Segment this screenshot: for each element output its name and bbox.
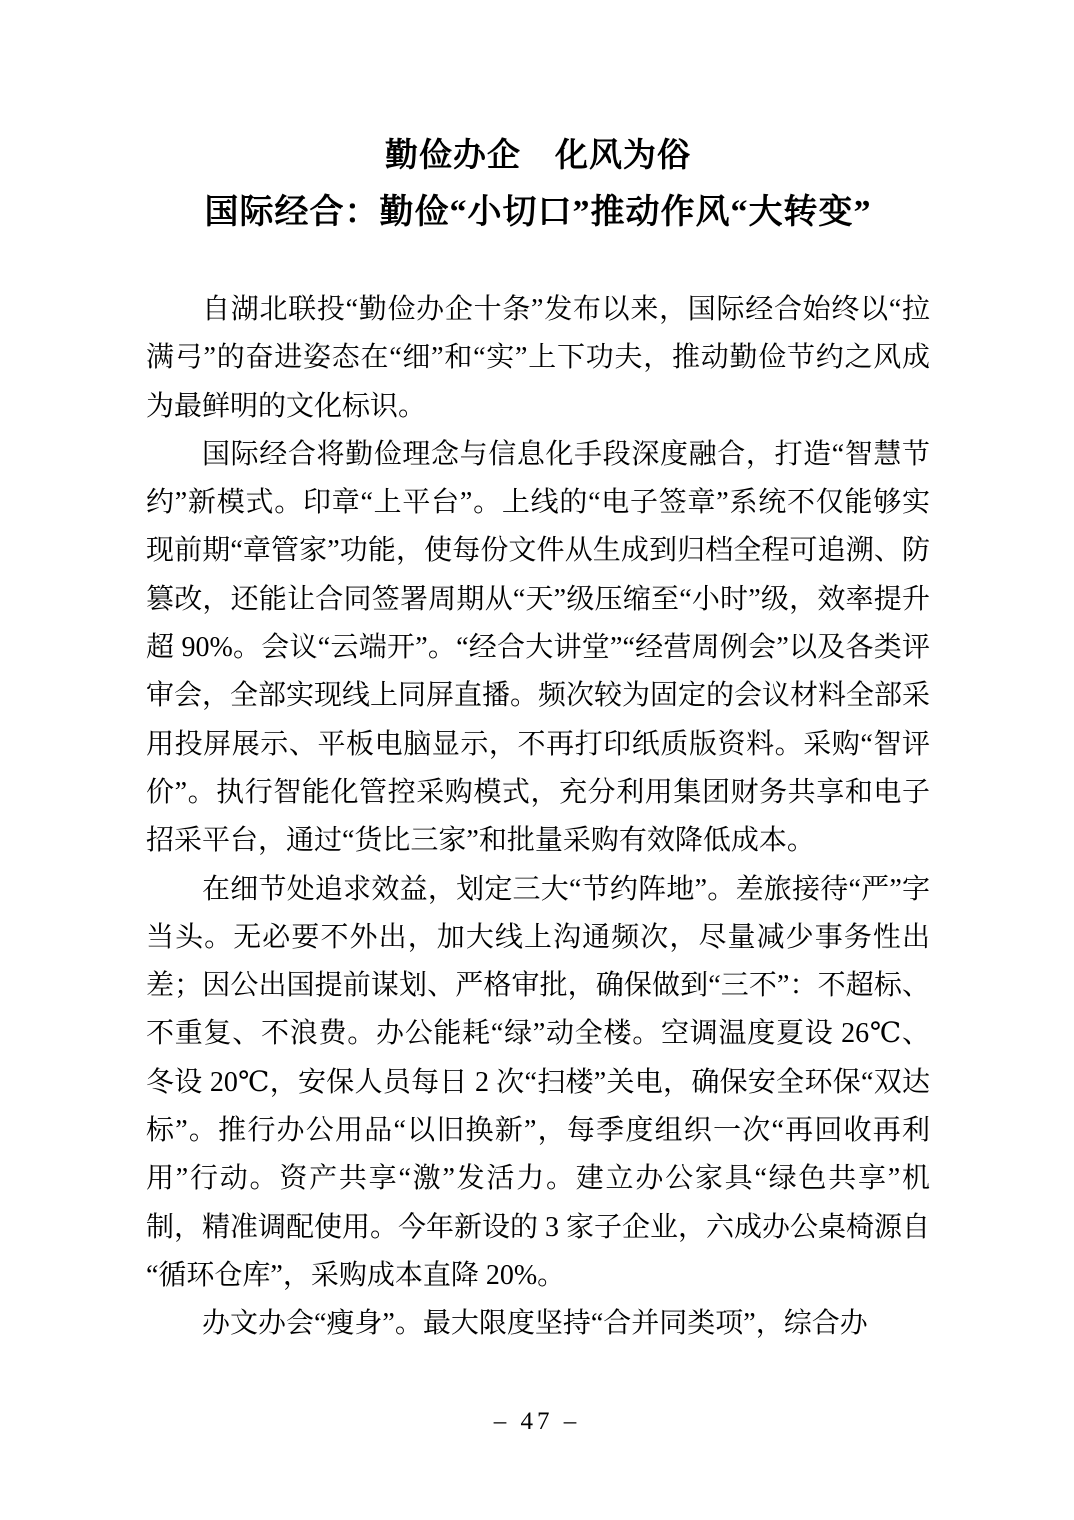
body-text xyxy=(146,286,930,1349)
page-title-line-2: 国际经合：勤俭“小切口”推动作风“大转变” xyxy=(204,194,872,231)
paragraph-3: 在细节处追求效益，划定三大“节约阵地”。差旅接待“严”字当头。无必要不外出，加大线上沟通频次，尽量减少事务性出差；因公出国提前谋划、严格审批，确保做到“三不”：不超标、不重复、不浪费。办公能耗“绿”动全楼。空调温度夏设 26℃、冬设 20℃，安保人员每日 2 次“扫楼”关电，确保安全环保“双达标”。推行办公用品“以旧换新”，每季度组织一次“再回收再利用”行动。资产共享“激”发活力。建立办公家具“绿色共享”机制，精准调配使用。今年新设的 3 家子企业，六成办公桌椅源自“循环仓库”，采购成本直降 20%。 xyxy=(146,873,931,1291)
paragraph-2: 国际经合将勤俭理念与信息化手段深度融合，打造“智慧节约”新模式。印章“上平台”。上线的“电子签章”系统不仅能够实现前期“章管家”功能，使每份文件从生成到归档全程可追溯、防篡改，还能让合同签署周期从“天”级压缩至“小时”级，效率提升超 90%。会议“云端开”。“经合大讲堂”“经营周例会”以及各类评审会，全部实现线上同屏直播。频次较为固定的会议材料全部采用投屏展示、平板电脑显示，不再打印纸质版资料。采购“智评价”。执行智能化管控采购模式，充分利用集团财务共享和电子招采平台，通过“货比三家”和批量采购有效降低成本。 xyxy=(146,438,931,857)
document-content xyxy=(146,128,930,1349)
page-title-line-1: 勤俭办企 化风为俗 xyxy=(385,138,691,174)
paragraph-4: 办文办会“瘦身”。最大限度坚持“合并同类项”，综合办 xyxy=(202,1308,868,1340)
paragraph-1: 自湖北联投“勤俭办企十条”发布以来，国际经合始终以“拉满弓”的奋进姿态在“细”和“实”上下功夫，推动勤俭节约之风成为最鲜明的文化标识。 xyxy=(146,294,930,422)
page-number: – 47 – xyxy=(493,1408,581,1435)
